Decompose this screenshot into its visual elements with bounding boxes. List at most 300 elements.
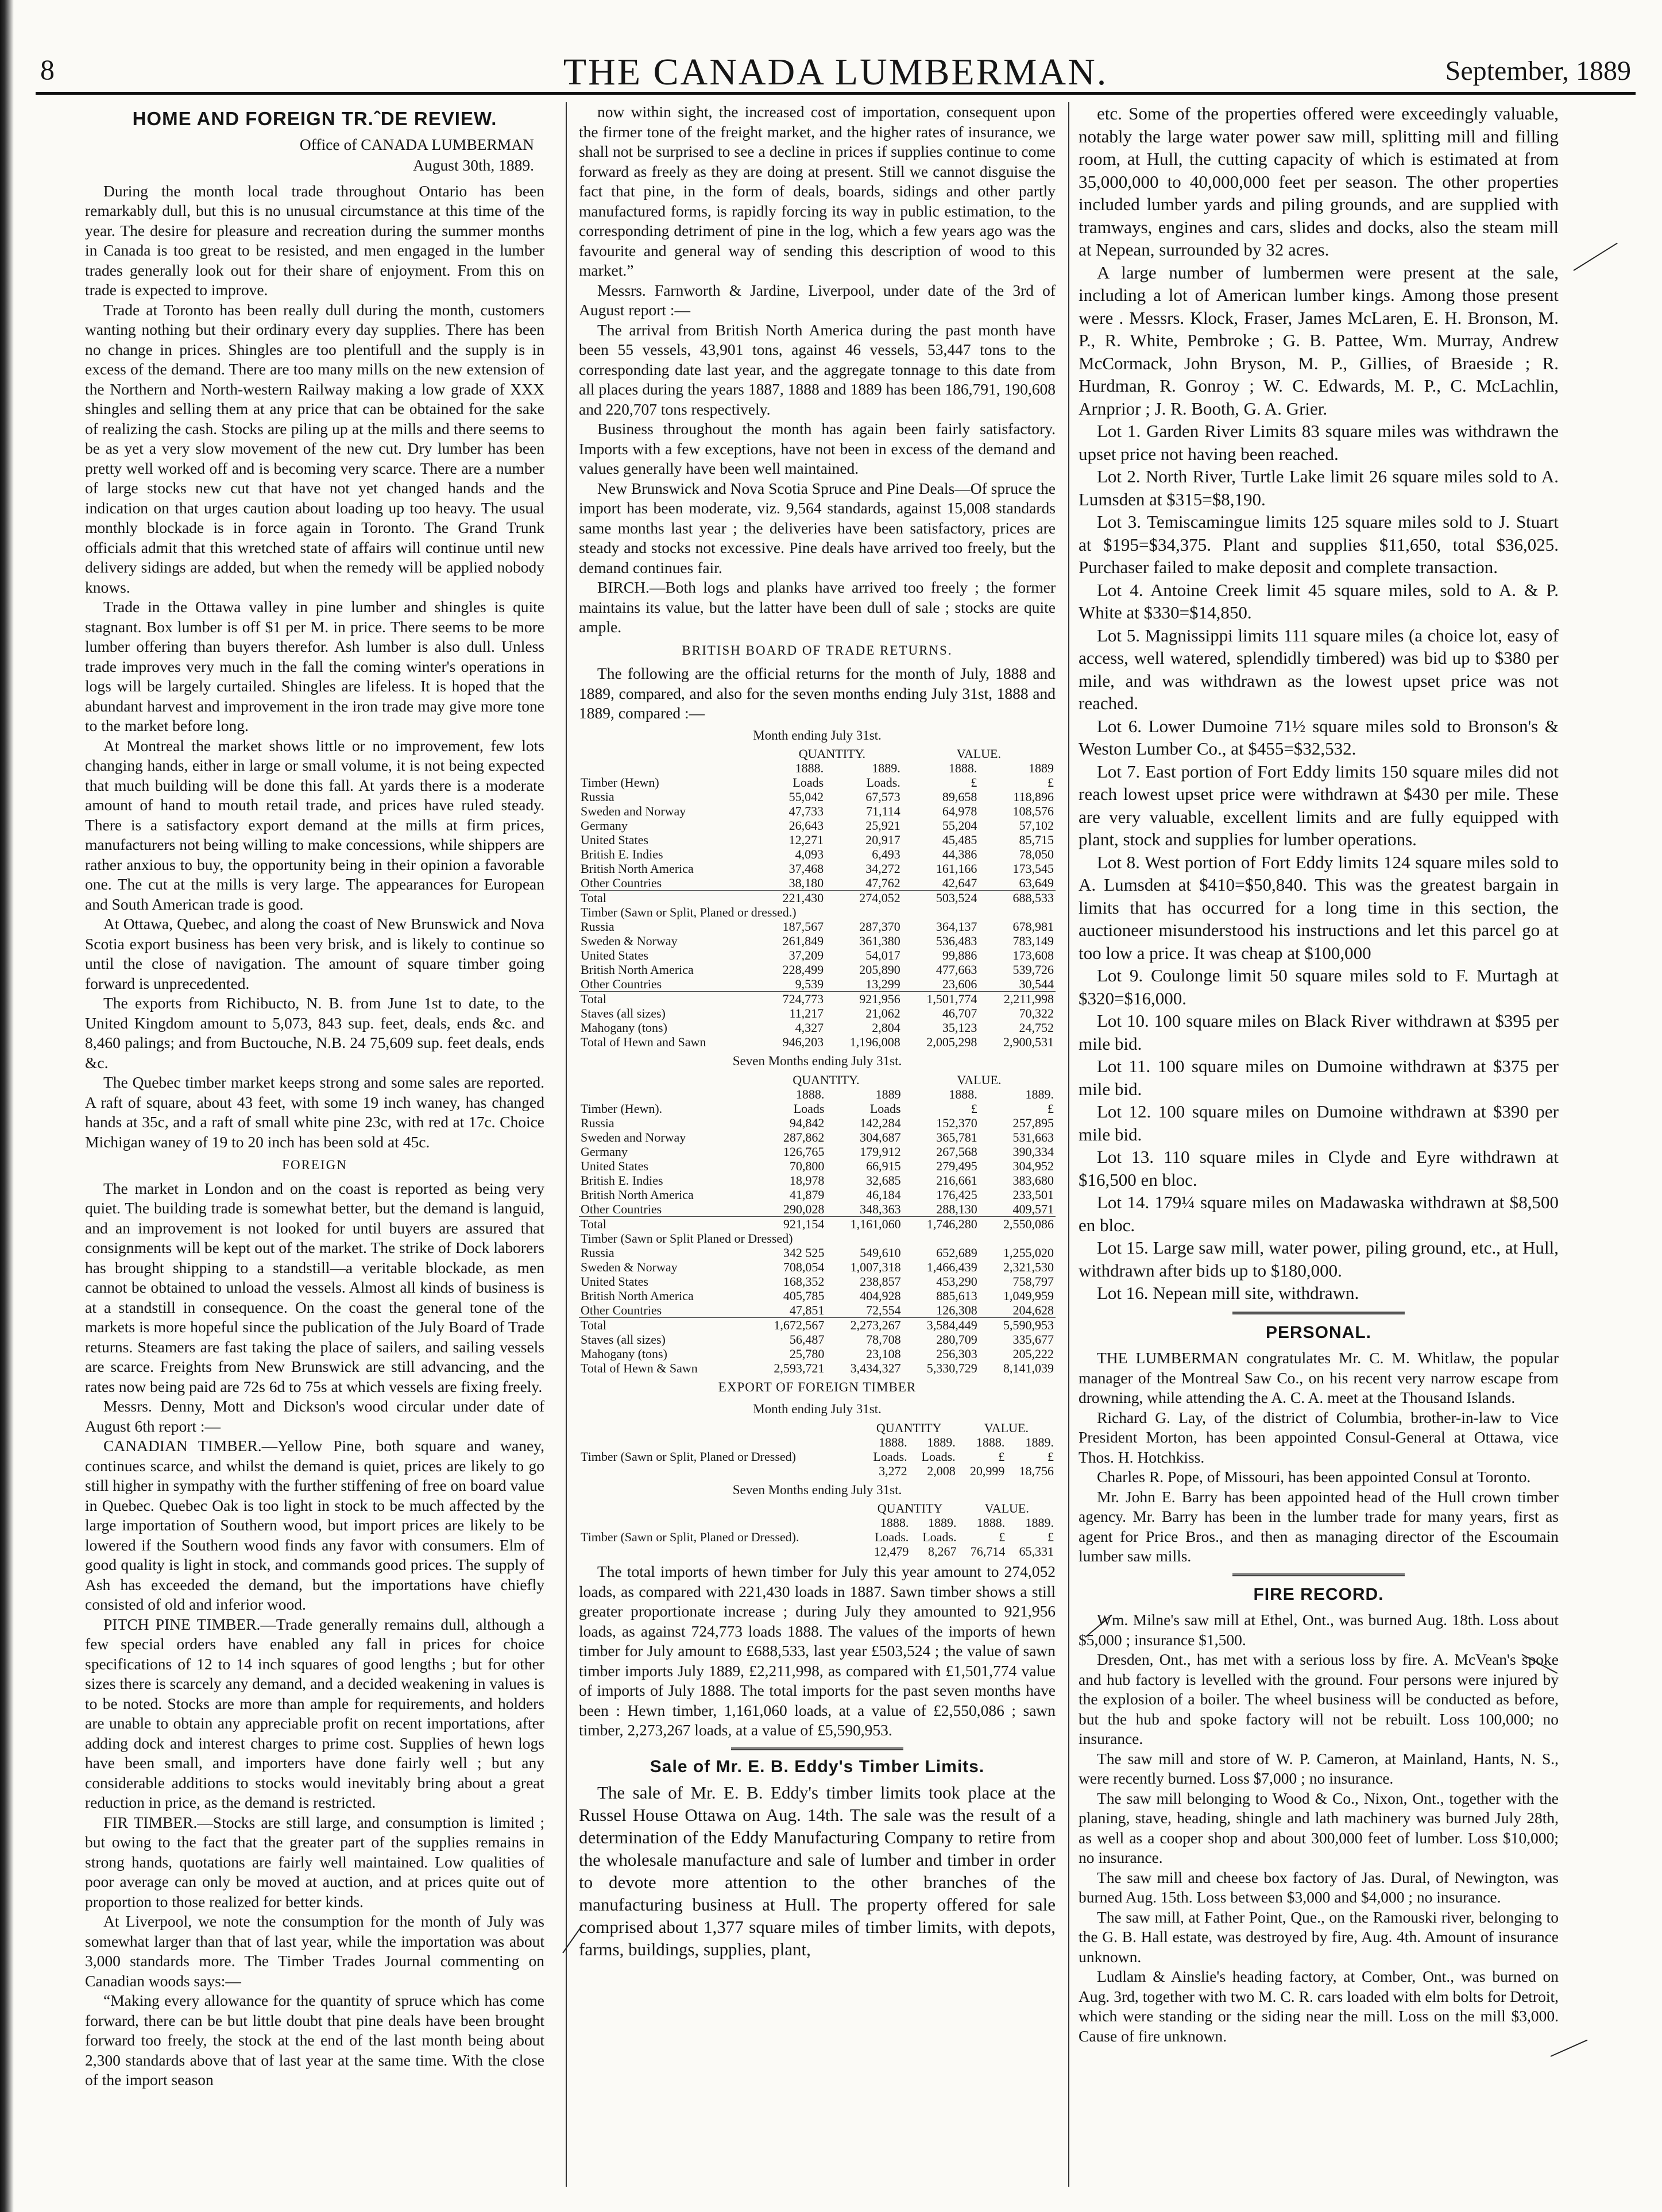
table-row <box>579 1188 1056 1202</box>
table-cell: 304,687 <box>860 1130 901 1144</box>
table-cell: 1889. <box>1025 1086 1054 1101</box>
table-cell: 1,196,008 <box>849 1035 900 1049</box>
table-cell: 126,765 <box>783 1144 825 1159</box>
table-cell: 348,363 <box>860 1201 901 1216</box>
paragraph: etc. Some of the properties offered were exceedingly valuable, notably the large water power saw mill, splitting mill and filling room, at Hull, the cutting capacity of which is estimated at from 35,000,000 to 40,000,000 feet per season. The other properties included lumber yards and piling grounds, and are supplied with tramways, engines and cars, slides and docks, also the steam mill at Nepean, surrounded by 32 acres. <box>1079 103 1559 260</box>
table-cell: 57,102 <box>1019 818 1054 833</box>
table-row <box>579 847 1056 861</box>
table-row <box>579 1317 1056 1332</box>
table-cell <box>579 747 762 761</box>
returns-intro: The following are the official returns for the month of July, 1888 and 1889, compared, and also for the seven months ending July 31st, 1888 and 1889, compared :— <box>579 664 1056 722</box>
table-cell: 26,643 <box>789 818 824 833</box>
foreign-body <box>85 1179 544 2090</box>
table-cell: QUANTITY. <box>798 747 866 761</box>
table-cell: Germany <box>581 1144 628 1159</box>
table-cell: 25,780 <box>789 1346 825 1361</box>
table-cell: 85,715 <box>1019 833 1054 847</box>
table-cell: 34,272 <box>865 861 900 876</box>
table-cell: 161,166 <box>936 861 977 876</box>
table-cell: 1,049,959 <box>1003 1288 1054 1303</box>
table-cell: VALUE. <box>984 1420 1029 1435</box>
table-cell: 539,726 <box>1012 962 1054 977</box>
paragraph: Lot 12. 100 square miles on Dumoine withdrawn at $390 per mile bid. <box>1079 1101 1559 1144</box>
table-cell: 256,303 <box>936 1346 977 1361</box>
table-cell: Loads <box>869 1101 901 1116</box>
table-cell: 5,590,953 <box>979 1317 1056 1332</box>
table-row <box>579 1544 1056 1559</box>
table-cell: 6,493 <box>872 847 900 861</box>
table-cell: 2,211,998 <box>979 992 1056 1007</box>
table-header-row <box>579 1087 1056 1101</box>
table-cell <box>579 1421 861 1435</box>
table-cell: 78,708 <box>866 1332 901 1347</box>
table-cell: 365,781 <box>936 1130 977 1144</box>
table-cell: 47,762 <box>865 876 900 890</box>
table-cell: 64,978 <box>942 804 977 818</box>
table-cell: 708,054 <box>783 1259 825 1274</box>
table-cell: Russia <box>581 1115 614 1130</box>
paragraph: Lot 4. Antoine Creek limit 45 square miles, sold to A. & P. White at $330=$14,850. <box>1079 579 1559 622</box>
table-cell: 20,917 <box>865 833 900 847</box>
table-cell: 3,434,327 <box>850 1360 901 1375</box>
lot-list <box>1079 420 1559 1305</box>
column-rule <box>566 102 567 2187</box>
table-cell: 280,709 <box>936 1332 977 1347</box>
table-cell: 678,981 <box>1012 919 1054 934</box>
table-cell: 35,123 <box>942 1020 977 1035</box>
table-cell: 204,628 <box>1012 1302 1054 1317</box>
table-cell <box>579 1435 861 1449</box>
table-cell: Sweden & Norway <box>581 1259 678 1274</box>
table-cell: 205,222 <box>1012 1346 1054 1361</box>
table-row <box>579 1274 1056 1289</box>
table-cell: 173,608 <box>1012 948 1054 962</box>
table-cell: 1,255,020 <box>1003 1245 1054 1260</box>
table-cell: 56,487 <box>789 1332 825 1347</box>
table-cell: Timber (Sawn or Split, Planed or Dressed) <box>581 1449 796 1464</box>
table-cell: £ <box>1048 1530 1054 1544</box>
table-cell: 46,184 <box>866 1187 901 1202</box>
table-cell: 364,137 <box>936 919 977 934</box>
table-cell: 287,862 <box>783 1130 825 1144</box>
table-cell: 72,554 <box>866 1302 901 1317</box>
table-header-row <box>579 1101 1056 1116</box>
column-2 <box>579 102 1056 2187</box>
table-cell: 152,370 <box>936 1115 977 1130</box>
table-cell: 921,154 <box>749 1216 826 1231</box>
table-cell: Russia <box>581 919 614 934</box>
table-cell: 25,921 <box>865 818 900 833</box>
paragraph: Messrs. Farnworth & Jardine, Liverpool, under date of the 3rd of August report :— <box>579 281 1056 319</box>
review-office: Office of CANADA LUMBERMAN <box>299 135 534 153</box>
review-date: August 30th, 1889. <box>413 156 534 174</box>
paragraph: now within sight, the increased cost of importation, consequent upon the firmer tone of the freight market, and the higher rates of insurance, we shall not be surprised to see a decline in prices if supplies continue to come forward as freely as they are doing at present. Still we cannot disguise the fact that pine, in the form of deals, boards, sidings and other partly manufactured forms, is rapidly forcing its way in public estimation, to the corresponding detriment of pine in the log, which a few years ago was the favourite and general way of sending this description of wood to this market.” <box>579 103 1056 279</box>
table-cell: 205,890 <box>859 962 900 977</box>
table-cell: 168,352 <box>783 1274 825 1289</box>
eddy-article-continued <box>1079 102 1559 420</box>
table-cell: 1889. <box>1025 1434 1054 1449</box>
table-row <box>579 1449 1056 1464</box>
table-cell: United States <box>581 833 648 847</box>
table-cell: 274,052 <box>825 891 902 906</box>
table-row <box>579 1020 1056 1035</box>
table-row <box>579 790 1056 804</box>
table-cell <box>579 1515 862 1530</box>
table-cell: 279,495 <box>936 1158 977 1173</box>
table-row <box>579 1035 1056 1049</box>
export-heading: EXPORT OF FOREIGN TIMBER <box>718 1379 917 1394</box>
paragraph: Lot 1. Garden River Limits 83 square miles was withdrawn the upset price not having been reached. <box>1079 421 1559 464</box>
paragraph: Lot 10. 100 square miles on Black River withdrawn at $395 per mile bid. <box>1079 1011 1559 1054</box>
scan-binding-edge <box>0 0 14 2212</box>
paragraph: PITCH PINE TIMBER.—Trade generally remains dull, although a few special orders have enabled any fall in prices for choice specifications of 12 to 14 inch squares of good lengths ; but for other sizes there is scarcely any demand, and a decided weakening in values is to be noted. Stocks are more than ample for requirements, and holders are unable to obtain any appreciable profit on recent importations, after adding dock and interest charges to prime cost. Supplies of hewn logs have been small, and importers have done fairly well ; but any considerable additions to stocks would inevitably bring about a great reduction in price, as the demand is restricted. <box>85 1615 544 1811</box>
table-cell: 2,550,086 <box>979 1216 1056 1231</box>
table-cell: United States <box>581 1274 648 1289</box>
table-header-row <box>579 747 1056 761</box>
paragraph: A large number of lumbermen were present at the sale, including a lot of American lumber kings. Among those present were . Messrs. Klock, Fraser, James McLaren, E. H. Bronson, M. P., R. White, Pembroke ; G. B. Pattee, Wm. Murray, Andrew McCormack, John Bryson, M. P., Gillies, of Braeside ; R. Hurdman, R. Gonroy ; W. C. Edwards, M. P., C. McLachlin, Arnprior ; J. R. Booth, G. A. Grier. <box>1079 262 1559 419</box>
paragraph: Lot 8. West portion of Fort Eddy limits 124 square miles sold to A. Lumsden at $410=$50,840. This was the greatest bargain in limits that has occurred for a long time in this section, the auctioneer misunderstood his instructions and let this parcel go at too low a price. It was cheap at $100,000 <box>1079 852 1559 963</box>
table-cell: 1888. <box>948 761 977 775</box>
paragraph: At Liverpool, we note the consumption for the month of July was somewhat larger than that of last year, while the importation was about 3,000 standards more. The Timber Trades Journal commenting on Canadian woods says:— <box>85 1912 544 1990</box>
table-cell: Other Countries <box>581 1302 662 1317</box>
table-header-row <box>579 1073 1056 1087</box>
table-cell: 20,999 <box>969 1463 1005 1478</box>
table-cell: 342 525 <box>783 1245 825 1260</box>
paragraph: Messrs. Denny, Mott and Dickson's wood circular under date of August 6th report :— <box>85 1397 544 1435</box>
paragraph: Lot 15. Large saw mill, water power, piling ground, etc., at Hull, withdrawn after bids up to $180,000. <box>1079 1238 1559 1281</box>
table-cell: 45,485 <box>942 833 977 847</box>
table-cell: 71,114 <box>866 804 900 818</box>
table-cell: 5,330,729 <box>926 1360 977 1375</box>
table-cell: 1889 <box>1029 761 1054 775</box>
paragraph: The saw mill, at Father Point, Que., on the Ramouski river, belonging to the G. B. Hall estate, was destroyed by fire, Aug. 4th. Amount of insurance unknown. <box>1079 1908 1559 1966</box>
table-cell: 652,689 <box>936 1245 977 1260</box>
table-cell: 37,209 <box>789 948 824 962</box>
table-cell: 32,685 <box>866 1173 901 1188</box>
table-cell: 1,466,439 <box>926 1259 977 1274</box>
paragraph: The arrival from British North America during the past month have been 55 vessels, 43,901 tons, against 46 vessels, 53,447 tons to the corresponding date last year, and the aggregate tonnage to this date from all places during the years 1887, 1888 and 1889 has been 186,791, 190,608 and 220,707 tons respectively. <box>579 320 1056 418</box>
table-cell: 9,539 <box>795 977 824 991</box>
table-cell: 4,093 <box>795 847 824 861</box>
table-row <box>579 1216 1056 1231</box>
table-row <box>579 1361 1056 1375</box>
table-cell: 108,576 <box>1012 804 1054 818</box>
masthead-title: THE CANADA LUMBERMAN. <box>563 51 1108 93</box>
table-cell: Germany <box>581 818 628 833</box>
header-rule <box>36 92 1636 95</box>
table-cell: VALUE. <box>984 1501 1029 1515</box>
paragraph: Lot 16. Nepean mill site, withdrawn. <box>1097 1283 1359 1303</box>
table-cell: £ <box>971 775 977 790</box>
table-cell: Total of Hewn and Sawn <box>581 1035 706 1049</box>
export-seven-caption: Seven Months ending July 31st. <box>732 1482 902 1497</box>
table-cell: British North America <box>581 861 694 876</box>
table-cell: 63,649 <box>1019 876 1054 890</box>
eddy-article: The sale of Mr. E. B. Eddy's timber limits took place at the Russel House Ottawa on Aug. 14th. The sale was the result of a determination of the Eddy Manufacturing Company to retire from the wholesale manufacture and sale of lumber and timber in order to devote more attention to the other branches of the manufacturing business at Hull. The property offered for sale comprised about 1,377 square miles of timber limits, with depots, farms, buildings, supplies, plant, <box>579 1782 1056 1959</box>
table-cell: 885,613 <box>936 1288 977 1303</box>
table-cell: 221,430 <box>762 891 825 906</box>
table-cell: 1888. <box>795 761 824 775</box>
table-cell: £ <box>1048 1449 1054 1464</box>
table-cell: 2,593,721 <box>774 1360 825 1375</box>
table-cell: Loads <box>793 775 824 790</box>
table-row <box>579 934 1056 948</box>
seven-months-returns-table <box>579 1073 1056 1375</box>
table-cell: 41,879 <box>789 1187 825 1202</box>
table-cell: 176,425 <box>936 1187 977 1202</box>
table-cell: 2,273,267 <box>826 1317 902 1332</box>
table-cell: Loads <box>793 1101 825 1116</box>
table-cell: 2,005,298 <box>926 1035 977 1049</box>
table-cell: 94,842 <box>789 1115 825 1130</box>
table-cell: 921,956 <box>825 992 902 1007</box>
table-cell: 304,952 <box>1012 1158 1054 1173</box>
returns-heading: BRITISH BOARD OF TRADE RETURNS. <box>682 643 953 658</box>
paragraph: FIR TIMBER.—Stocks are still large, and consumption is limited ; but owing to the fact that the greater part of the supplies remains in strong hands, quotations are fairly well maintained. Low qualities of poor average can only be moved at auction, and at prices quite out of proportion to those realized for better kinds. <box>85 1813 544 1911</box>
table-cell: 2,321,530 <box>1003 1259 1054 1274</box>
table-cell: Loads. <box>922 1530 957 1544</box>
table-cell: £ <box>971 1101 977 1116</box>
paragraph: Mr. John E. Barry has been appointed head of the Hull crown timber agency. Mr. Barry has been in the lumber trade for many years, first as agent for Price Bros., and then as managing director of the Escoumain lumber saw mills. <box>1079 1487 1559 1565</box>
table-row <box>579 962 1056 977</box>
table-cell: Loads. <box>875 1530 909 1544</box>
paragraph: Wm. Milne's saw mill at Ethel, Ont., was burned Aug. 18th. Loss about $5,000 ; insurance $1,500. <box>1079 1611 1559 1649</box>
table-header-row <box>579 775 1056 790</box>
table-cell: Loads. <box>921 1449 956 1464</box>
table-cell: 233,501 <box>1012 1187 1054 1202</box>
export-month-table <box>579 1421 1056 1478</box>
paragraph: Dresden, Ont., has met with a serious loss by fire. A. McVean's spoke and hub factory is levelled with the ground. Four persons were injured by the explosion of a boiler. The wheel business will be conducted as before, but the hub and spoke factory will not be rebuilt. Loss 100,000; no insurance. <box>1079 1650 1559 1747</box>
paragraph: BIRCH.—Both logs and planks have arrived too freely ; the former maintains its value, but the latter have been dull of sale ; stocks are quite ample. <box>579 578 1056 636</box>
table-cell: 55,042 <box>789 790 824 804</box>
table-cell: United States <box>581 1158 648 1173</box>
table-cell: 47,733 <box>789 804 824 818</box>
table-cell: 1889. <box>1025 1515 1054 1530</box>
paragraph: Ludlam & Ainslie's heading factory, at Comber, Ont., was burned on Aug. 3rd, together with two M. C. R. cars loaded with elm bolts for Detroit, which were standing or the siding near the mill. Loss on the mill $3,000. Cause of fire unknown. <box>1079 1967 1559 2045</box>
paragraph: At Montreal the market shows little or no improvement, few lots changing hands, either in large or small volume, it is not being expected that much building will be done this fall. At yards there is a moderate amount of hand to mouth retail trade, and prices have ruled steady. There is a satisfactory export demand at the mills at firm prices, manufacturers not being willing to make concessions, while shippers are rather anxious to buy, the opportunity being in their opinion a favorable one. The cut at the mills is very large. The appearances for European and South American trade is good. <box>85 736 544 913</box>
table-header-row <box>579 1501 1056 1515</box>
table-cell: 12,479 <box>873 1544 909 1559</box>
table-cell: 287,370 <box>859 919 900 934</box>
table-cell: 724,773 <box>762 992 825 1007</box>
table-cell: 536,483 <box>936 934 977 948</box>
table-cell: 383,680 <box>1012 1173 1054 1188</box>
table-cell: 70,322 <box>1019 1006 1054 1020</box>
table-cell: 23,606 <box>942 977 977 991</box>
table-row <box>579 1144 1056 1159</box>
table-cell: 38,180 <box>789 876 824 890</box>
table-cell: Loads. <box>866 775 900 790</box>
table-cell: Staves (all sizes) <box>581 1006 666 1020</box>
table-row <box>579 948 1056 962</box>
table-cell: 2,008 <box>927 1463 956 1478</box>
table-cell: 453,290 <box>936 1274 977 1289</box>
table-header-row <box>579 1421 1056 1435</box>
table-cell: 1889. <box>927 1434 956 1449</box>
paragraph: The saw mill and store of W. P. Cameron, at Mainland, Hants, N. S., were recently burned. Loss $7,000 ; no insurance. <box>1079 1749 1559 1787</box>
paragraph: Lot 7. East portion of Fort Eddy limits 150 square miles did not reach lowest upset price were withdrawn at $430 per mile. These are very valuable, excellent limits and are fully equipped with plant, stock and supplies for lumber operations. <box>1079 761 1559 849</box>
table-cell: 187,567 <box>782 919 824 934</box>
column-1 <box>85 102 544 2187</box>
section-rule <box>1232 1312 1405 1314</box>
table-cell <box>579 1544 862 1559</box>
table-cell: £ <box>999 1530 1006 1544</box>
table-cell: 688,533 <box>979 891 1056 906</box>
table-cell: 24,752 <box>1019 1020 1054 1035</box>
paragraph: Richard G. Lay, of the district of Columbia, brother-in-law to Vice President Morton, has been appointed Consul-General at Ottawa, vice Thos. H. Hotchkiss. <box>1079 1408 1559 1466</box>
table-cell: 946,203 <box>782 1035 824 1049</box>
table-cell: 1,672,567 <box>749 1317 826 1332</box>
table-cell: 758,797 <box>1012 1274 1054 1289</box>
table-cell: 1889. <box>927 1515 957 1530</box>
table-cell: Total <box>579 992 762 1007</box>
paragraph: Charles R. Pope, of Missouri, has been appointed Consul at Toronto. <box>1097 1468 1531 1486</box>
table-cell: Total <box>579 891 762 906</box>
personal-items <box>1079 1348 1559 1567</box>
table-cell: 18,756 <box>1019 1463 1054 1478</box>
table-cell: 42,647 <box>942 876 977 890</box>
section-rule <box>1232 1573 1405 1576</box>
table-cell: Staves (all sizes) <box>581 1332 666 1347</box>
table-cell: 549,610 <box>860 1245 901 1260</box>
table-row <box>579 1303 1056 1318</box>
table-cell: 12,271 <box>789 833 824 847</box>
table-cell: Total <box>579 1317 749 1332</box>
paragraph: The saw mill and cheese box factory of Jas. Dural, of Newington, was burned Aug. 15th. Loss between $3,000 and $4,000 ; no insurance. <box>1079 1868 1559 1906</box>
paragraph: Lot 9. Coulonge limit 50 square miles sold to F. Murtagh at $320=$16,000. <box>1079 965 1559 1008</box>
table-cell: 142,284 <box>860 1115 901 1130</box>
table-cell: 30,544 <box>1019 977 1054 991</box>
table-cell: £ <box>1048 1101 1054 1116</box>
table-cell: 21,062 <box>865 1006 900 1020</box>
table-cell: 2,804 <box>872 1020 900 1035</box>
table-cell: Sweden and Norway <box>581 1130 686 1144</box>
table-cell: Loads. <box>873 1449 907 1464</box>
review-heading: HOME AND FOREIGN TR.ˆDE REVIEW. <box>132 108 497 129</box>
table-cell: Sweden & Norway <box>581 934 678 948</box>
table-row <box>579 919 1056 934</box>
table-cell: 238,857 <box>860 1274 901 1289</box>
paragraph: The market in London and on the coast is reported as being very quiet. The building trade is somewhat better, but the demand is languid, and an improvement is not looked for until buyers are assured that consignments will be kept out of the market. The strike of Dock laborers has brought shipping to a standstill—a veritable blockade, as men cannot be obtained to unload the vessels. Almost all kinds of business is at a standstill in consequence. On the coast the general tone of the markets is more hopeful since the publication of the July Board of Trade returns. Steamers are fast taking the place of sailers, and sailing vessels are scarce. Freights from New Brunswick are still advancing, and the rates now being paid are 72s 6d to 75s at which vessels are fixing freely. <box>85 1179 544 1395</box>
table-cell <box>579 761 762 775</box>
table-cell: 503,524 <box>902 891 979 906</box>
table-cell: 89,658 <box>942 790 977 804</box>
review-body <box>85 181 544 1153</box>
table-row <box>579 891 1056 906</box>
table-cell: 4,327 <box>795 1020 824 1035</box>
table-cell: Timber (Hewn) <box>581 775 659 790</box>
paragraph: Lot 2. North River, Turtle Lake limit 26 square miles sold to A. Lumsden at $315=$8,190. <box>1079 466 1559 509</box>
table-cell: 1,746,280 <box>903 1216 979 1231</box>
table-cell: Timber (Sawn or Split Planed or Dressed) <box>581 1231 793 1246</box>
table-cell: 267,568 <box>936 1144 977 1159</box>
table-cell: 288,130 <box>936 1201 977 1216</box>
table-cell: 1888. <box>880 1515 909 1530</box>
foreign-heading: FOREIGN <box>282 1158 347 1172</box>
table-row <box>579 1347 1056 1361</box>
seven-months-caption: Seven Months ending July 31st. <box>732 1054 902 1068</box>
table-cell: 1888. <box>976 1515 1006 1530</box>
table-cell: 257,895 <box>1012 1115 1054 1130</box>
table-cell: British North America <box>581 1288 694 1303</box>
table-cell: 55,204 <box>942 818 977 833</box>
table-cell: British E. Indies <box>581 847 663 861</box>
table-row <box>579 1332 1056 1347</box>
issue-date: September, 1889 <box>1445 56 1631 86</box>
table-cell: Other Countries <box>581 876 662 890</box>
table-row <box>579 1130 1056 1144</box>
table-cell: 65,331 <box>1019 1544 1054 1559</box>
table-cell: Total <box>579 1216 749 1231</box>
table-row <box>579 1289 1056 1303</box>
table-cell: 1888. <box>976 1434 1005 1449</box>
table-cell: 179,912 <box>860 1144 901 1159</box>
table-cell: £ <box>998 1449 1005 1464</box>
fire-heading: FIRE RECORD. <box>1253 1584 1384 1604</box>
table-cell: 44,386 <box>942 847 977 861</box>
table-cell: VALUE. <box>957 1072 1002 1087</box>
table-row <box>579 1006 1056 1020</box>
eddy-heading: Sale of Mr. E. B. Eddy's Timber Limits. <box>650 1757 985 1776</box>
table-cell: 1,501,774 <box>902 992 979 1007</box>
paragraph: Trade in the Ottawa valley in pine lumber and shingles is quite stagnant. Box lumber is off $1 per M. in price. There seems to be more lumber offering than buyers therefor. Ash lumber is also dull. Unless trade improves very much in the fall the coming winter's operations in logs will be largely curtailed. Shingles are lifeless. It is hoped that the abundant harvest and improvement in the iron trade may give more tone to the market before long. <box>85 598 544 734</box>
table-cell: 3,272 <box>879 1463 907 1478</box>
table-cell: 216,661 <box>936 1173 977 1188</box>
table-cell: 47,851 <box>789 1302 825 1317</box>
fire-items <box>1079 1610 1559 2046</box>
page-number: 8 <box>40 53 55 86</box>
column-rule <box>1068 102 1069 2187</box>
table-cell: 70,800 <box>789 1158 825 1173</box>
table-cell: Timber (Sawn or Split, Planed or dressed.) <box>581 905 797 919</box>
table-cell: Sweden and Norway <box>581 804 686 818</box>
table-cell: 290,028 <box>783 1201 825 1216</box>
table-cell <box>579 1501 862 1515</box>
table-cell: Other Countries <box>581 977 662 991</box>
table-row <box>579 905 1056 919</box>
table-row <box>579 1530 1056 1544</box>
table-row <box>579 1202 1056 1217</box>
table-cell: British North America <box>581 1187 694 1202</box>
table-cell: VALUE. <box>956 747 1001 761</box>
table-cell: Other Countries <box>581 1201 662 1216</box>
table-cell: 37,468 <box>789 861 824 876</box>
table-cell: 404,928 <box>860 1288 901 1303</box>
table-row <box>579 1260 1056 1274</box>
paragraph: The saw mill belonging to Wood & Co., Nixon, Ont., together with the planing, stave, heading, shingle and lath machinery was burned July 28th, as well as a cooper shop and about 300,000 feet of lumber. Loss $10,000; no insurance. <box>1079 1789 1559 1866</box>
table-cell: 228,499 <box>782 962 824 977</box>
table-cell: 173,545 <box>1012 861 1054 876</box>
table-cell: 409,571 <box>1012 1201 1054 1216</box>
table-row <box>579 833 1056 847</box>
month-returns-table <box>579 747 1056 1049</box>
table-cell: 361,380 <box>859 934 900 948</box>
table-cell: Mahogany (tons) <box>581 1346 667 1361</box>
paragraph: Lot 11. 100 square miles on Dumoine withdrawn at $375 per mile bid. <box>1079 1056 1559 1099</box>
table-cell: 1889. <box>872 761 900 775</box>
export-seven-table <box>579 1501 1056 1559</box>
pencil-mark <box>1573 242 1617 270</box>
table-cell: 8,141,039 <box>1003 1360 1054 1375</box>
table-cell: Timber (Sawn or Split, Planed or Dressed). <box>581 1530 799 1544</box>
paragraph: Lot 6. Lower Dumoine 71½ square miles sold to Bronson's & Weston Lumber Co., at $455=$32,532. <box>1079 716 1559 759</box>
table-row <box>579 1159 1056 1173</box>
table-row <box>579 977 1056 992</box>
table-cell: 390,334 <box>1012 1144 1054 1159</box>
table-cell: United States <box>581 948 648 962</box>
table-cell: 23,108 <box>866 1346 901 1361</box>
table-row <box>579 861 1056 876</box>
